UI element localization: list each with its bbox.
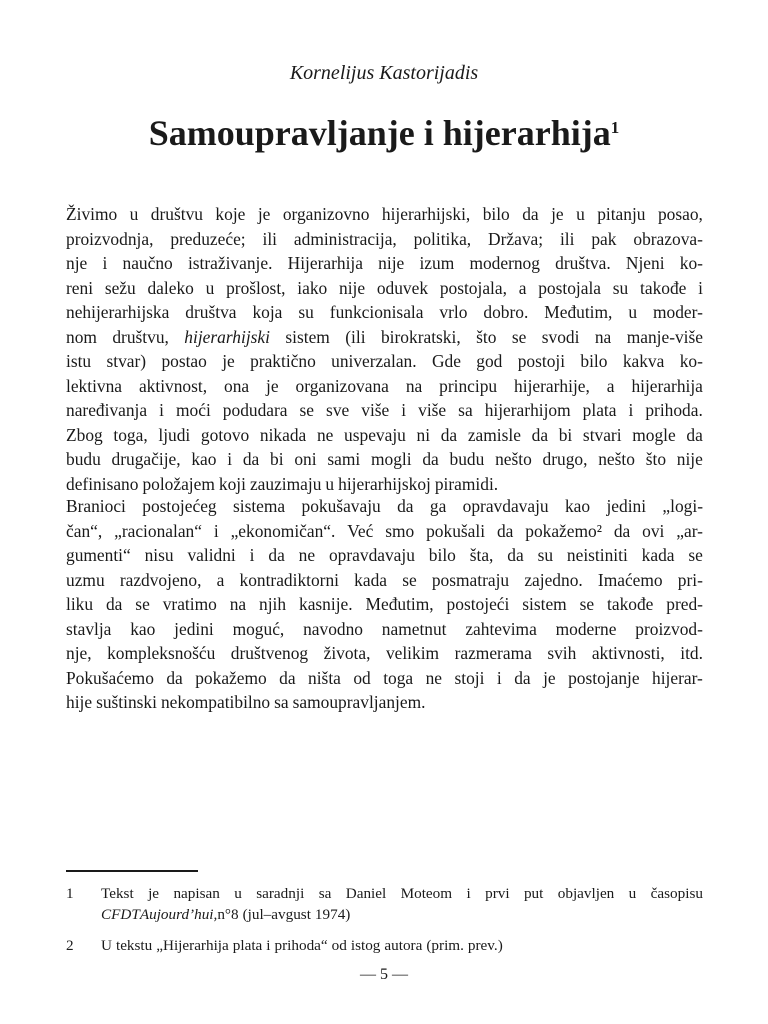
text-line: nehijerarhijska društva koja su funkcionisala vrlo dobro. Međutim, u moder- — [66, 302, 703, 322]
author-name: Kornelijus Kastorijadis — [289, 62, 479, 84]
text-line: nje i naučno istraživanje. Hijerarhija nije izum modernog društva. Njeni ko- — [66, 253, 703, 273]
footnote-2 — [66, 935, 703, 956]
text-line: budu drugačije, kao i da bi oni sami mogli da budu nešto drugo, nešto što nije — [66, 449, 703, 469]
chapter-title — [0, 112, 768, 154]
text-line: U tekstu „Hijerarhija plata i prihoda“ od istog autora (prim. prev.) — [101, 937, 503, 954]
text-line: čan“, „racionalan“ i „ekonomičan“. Već smo pokušali da pokažemo² da ovi „ar- — [66, 520, 703, 541]
page-number: — 5 — — [360, 966, 408, 983]
paragraph-1 — [66, 202, 703, 496]
text-line: proizvodnja, preduzeće; ili administracija, politika, Država; ili pak obrazova- — [66, 228, 703, 249]
text-line: lektivna aktivnost, ona je organizovana na principu hijerarhije, a hijerarhija — [66, 375, 703, 396]
text-line: stavlja kao jedini moguć, navodno nametnut zahtevima moderne proizvod- — [66, 618, 703, 639]
footnote-divider — [66, 870, 198, 872]
text-line: Branioci postojećeg sistema pokušavaju da ga opravdavaju kao jedini „logi- — [66, 496, 703, 516]
text-line: nom društvu, hijerarhijski sistem (ili birokratski, što se svodi na manje-više — [66, 326, 703, 347]
text-line: istu stvar) postao je praktično univerzalan. Gde god postoji bilo kakva ko- — [66, 351, 703, 371]
text-line: hije suštinski nekompatibilno sa samoupravljanjem. — [66, 692, 426, 712]
footnote-1 — [66, 883, 703, 925]
text-line: Pokušaćemo da pokažemo da ništa od toga ne stoji i da je postojanje hijerar- — [66, 667, 703, 688]
text-line: liku da se vratimo na njih kasnije. Međutim, postojeći sistem se takođe pred- — [66, 594, 703, 614]
text-line: Živimo u društvu koje je organizovno hijerarhijski, bilo da je u pitanju posao, — [66, 204, 703, 224]
title-footnote-marker: 1 — [610, 118, 620, 137]
footnote-2-number: 2 — [66, 937, 74, 954]
text-line: reni sežu daleko u prošlost, iako nije oduvek postojala, a postojala su takođe i — [66, 277, 703, 298]
text-line: CFDT Aujourd’hui, n°8 (jul–avgust 1974) — [101, 906, 351, 923]
text-line: gumenti“ nisu validni i da ne opravdavaju bilo šta, da su neistiniti kada se — [66, 545, 703, 565]
text-line: Zbog toga, ljudi gotovo nikada ne uspevaju ni da zamisle da bi stvari mogle da — [66, 424, 703, 445]
text-line: nje, kompleksnošću društvenog života, velikim razmerama svih aktivnosti, itd. — [66, 643, 703, 663]
text-line: naređivanja i moći podudara se sve više i više sa hijerarhijom plata i prihoda. — [66, 400, 703, 420]
text-line: definisano položajem koji zauzimaju u hijerarhijskoj piramidi. — [66, 473, 499, 494]
footnote-1-text — [101, 883, 703, 925]
paragraph-2 — [66, 494, 703, 715]
text-line: uzmu razdvojeno, a kontradiktorni kada se posmatraju zajedno. Imaćemo pri- — [66, 569, 703, 590]
footnote-1-number: 1 — [66, 885, 74, 902]
footnote-2-text — [101, 935, 703, 956]
chapter-title-text: Samoupravljanje i hijerarhija — [148, 113, 611, 153]
text-line: Tekst je napisan u saradnji sa Daniel Moteom i prvi put objavljen u časopisu — [101, 885, 703, 902]
